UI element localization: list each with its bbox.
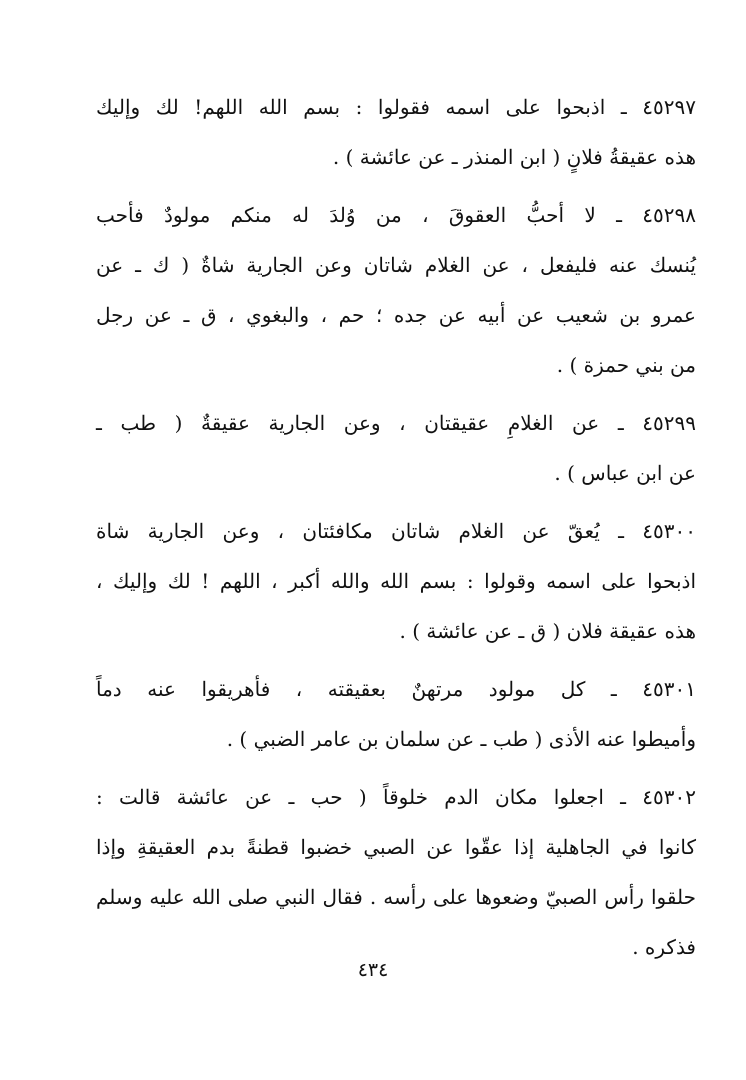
text-line: عمرو بن شعيب عن أبيه عن جده ؛ حم ، والبغوي ، ق ـ عن رجل — [96, 303, 696, 327]
hadith-entry-45298 — [96, 190, 696, 390]
text-line: هذه عقيقةُ فلانٍ ( ابن المنذر ـ عن عائشة ) . — [332, 145, 696, 169]
hadith-entry-45302 — [96, 772, 696, 972]
text-line: فذكره . — [632, 935, 696, 959]
hadith-text-block — [96, 82, 696, 972]
text-line: اذبحوا على اسمه وقولوا : بسم الله والله أكبر ، اللهم ! لك وإليك ، — [96, 569, 696, 593]
text-line: يُنسك عنه فليفعل ، عن الغلام شاتان وعن الجارية شاةٌ ( ك ـ عن — [96, 253, 696, 277]
text-line: ٤٥٣٠٢ ـ اجعلوا مكان الدم خلوقاً ( حب ـ عن عائشة قالت : — [96, 785, 696, 809]
page-number: ٤٣٤ — [357, 959, 389, 981]
text-line: هذه عقيقة فلان ( ق ـ عن عائشة ) . — [399, 619, 696, 643]
hadith-entry-45300 — [96, 506, 696, 656]
text-line: ٤٥٢٩٩ ـ عن الغلامِ عقيقتان ، وعن الجارية عقيقةٌ ( طب ـ — [96, 411, 696, 435]
text-line: ٤٥٣٠١ ـ كل مولود مرتهنٌ بعقيقته ، فأهريقوا عنه دماً — [96, 677, 696, 701]
hadith-entry-45301 — [96, 664, 696, 764]
text-line: من بني حمزة ) . — [556, 353, 696, 377]
text-line: ٤٥٣٠٠ ـ يُعقّ عن الغلام شاتان مكافئتان ، وعن الجارية شاة — [96, 519, 696, 543]
text-line: وأميطوا عنه الأذى ( طب ـ عن سلمان بن عامر الضبي ) . — [226, 727, 696, 751]
text-line: حلقوا رأس الصبيّ وضعوها على رأسه . فقال النبي صلى الله عليه وسلم — [96, 885, 696, 909]
hadith-entry-45299 — [96, 398, 696, 498]
text-line: كانوا في الجاهلية إذا عقّوا عن الصبي خضبوا قطنةً بدم العقيقةِ وإذا — [96, 835, 696, 859]
text-line: ٤٥٢٩٧ ـ اذبحوا على اسمه فقولوا : بسم الله اللهم! لك وإليك — [96, 95, 696, 119]
text-line: ٤٥٢٩٨ ـ لا أحبُّ العقوقَ ، من وُلدَ له منكم مولودٌ فأحب — [96, 203, 696, 227]
text-line: عن ابن عباس ) . — [554, 461, 696, 485]
hadith-entry-45297 — [96, 82, 696, 182]
